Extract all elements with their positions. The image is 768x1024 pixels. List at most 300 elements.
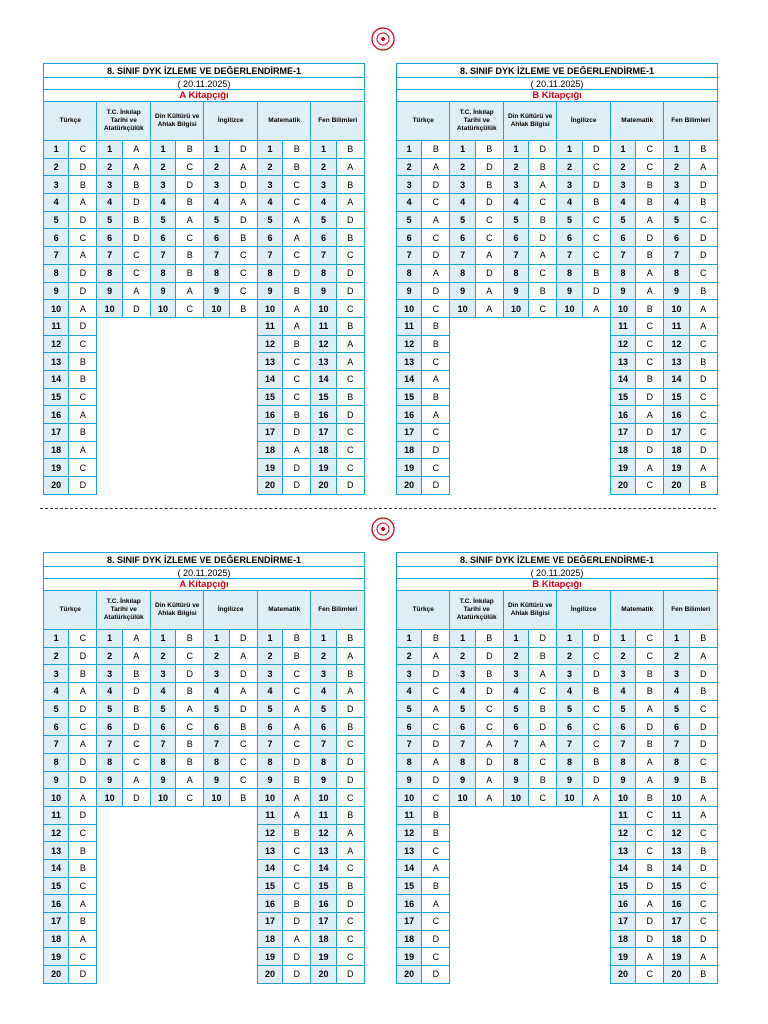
question-number: 19: [311, 948, 336, 966]
question-number: 4: [44, 194, 69, 212]
answer-cell: B: [689, 282, 717, 300]
answer-cell: A: [176, 282, 204, 300]
answer-cell: B: [69, 665, 97, 683]
question-number: 4: [204, 194, 229, 212]
answer-cell: C: [422, 459, 450, 477]
empty-cell: [150, 317, 175, 335]
subject-header: Fen Bilimleri: [664, 102, 718, 141]
question-number: 8: [204, 753, 229, 771]
subject-header: Fen Bilimleri: [311, 102, 365, 141]
question-number: 8: [257, 264, 282, 282]
answer-cell: B: [422, 824, 450, 842]
answer-cell: C: [336, 859, 364, 877]
answer-cell: B: [283, 282, 311, 300]
empty-cell: [176, 441, 204, 459]
question-number: 7: [664, 247, 689, 265]
empty-cell: [150, 930, 175, 948]
answer-cell: C: [689, 824, 717, 842]
question-number: 17: [257, 913, 282, 931]
question-number: 12: [397, 824, 422, 842]
answer-cell: D: [69, 264, 97, 282]
answer-cell: C: [689, 753, 717, 771]
answer-cell: A: [283, 806, 311, 824]
subject-header: Matematik: [257, 591, 310, 630]
answer-cell: A: [529, 247, 557, 265]
answer-cell: D: [529, 141, 557, 159]
empty-cell: [557, 406, 582, 424]
empty-cell: [97, 317, 122, 335]
empty-cell: [122, 459, 150, 477]
cut-line: [40, 508, 716, 509]
question-number: 7: [503, 736, 528, 754]
question-number: 20: [610, 966, 635, 984]
answer-cell: B: [176, 630, 204, 648]
answer-cell: C: [336, 930, 364, 948]
question-number: 2: [664, 158, 689, 176]
question-number: 4: [97, 683, 122, 701]
question-number: 7: [610, 736, 635, 754]
answer-cell: A: [689, 806, 717, 824]
question-number: 1: [204, 141, 229, 159]
empty-cell: [229, 406, 257, 424]
answer-cell: C: [689, 700, 717, 718]
empty-cell: [122, 913, 150, 931]
question-number: 7: [503, 247, 528, 265]
empty-cell: [582, 459, 610, 477]
question-number: 9: [257, 282, 282, 300]
answer-cell: C: [582, 158, 610, 176]
question-number: 3: [311, 665, 336, 683]
question-number: 17: [44, 913, 69, 931]
empty-cell: [475, 948, 503, 966]
empty-cell: [176, 842, 204, 860]
answer-cell: B: [689, 771, 717, 789]
question-number: 11: [257, 806, 282, 824]
answer-cell: C: [336, 459, 364, 477]
empty-cell: [582, 966, 610, 984]
question-number: 6: [503, 229, 528, 247]
answer-cell: B: [283, 630, 311, 648]
question-number: 17: [44, 424, 69, 442]
empty-cell: [557, 806, 582, 824]
answer-cell: B: [529, 771, 557, 789]
question-number: 12: [257, 335, 282, 353]
empty-cell: [503, 895, 528, 913]
empty-cell: [204, 859, 229, 877]
answer-cell: B: [636, 194, 664, 212]
answer-cell: C: [283, 877, 311, 895]
empty-cell: [582, 317, 610, 335]
question-number: 10: [557, 300, 582, 318]
answer-cell: C: [283, 353, 311, 371]
question-number: 13: [610, 353, 635, 371]
answer-cell: C: [122, 736, 150, 754]
empty-cell: [450, 895, 475, 913]
answer-cell: D: [336, 477, 364, 495]
answer-cell: A: [122, 630, 150, 648]
question-number: 1: [204, 630, 229, 648]
answer-cell: C: [582, 247, 610, 265]
subject-header: İngilizce: [557, 591, 610, 630]
answer-cell: C: [283, 683, 311, 701]
answer-cell: C: [336, 789, 364, 807]
answer-cell: C: [636, 353, 664, 371]
answer-key-table: [43, 63, 365, 495]
empty-cell: [122, 424, 150, 442]
empty-cell: [450, 406, 475, 424]
empty-cell: [557, 335, 582, 353]
question-number: 2: [664, 647, 689, 665]
answer-cell: B: [475, 141, 503, 159]
question-number: 10: [204, 300, 229, 318]
question-number: 18: [44, 930, 69, 948]
answer-cell: D: [689, 718, 717, 736]
question-number: 14: [610, 370, 635, 388]
answer-cell: C: [636, 317, 664, 335]
empty-cell: [204, 441, 229, 459]
question-number: 9: [397, 771, 422, 789]
answer-cell: D: [336, 753, 364, 771]
answer-cell: B: [475, 176, 503, 194]
empty-cell: [229, 424, 257, 442]
subject-header: Din Kültürü ve Ahlak Bilgisi: [150, 102, 203, 141]
empty-cell: [204, 406, 229, 424]
question-number: 1: [257, 630, 282, 648]
question-number: 15: [610, 877, 635, 895]
answer-cell: A: [689, 789, 717, 807]
answer-cell: A: [422, 264, 450, 282]
answer-cell: A: [529, 665, 557, 683]
answer-cell: D: [122, 229, 150, 247]
answer-cell: A: [422, 211, 450, 229]
answer-cell: B: [422, 630, 450, 648]
answer-cell: C: [69, 459, 97, 477]
answer-cell: B: [636, 247, 664, 265]
empty-cell: [122, 335, 150, 353]
subject-header: T.C. İnkılap Tarihi ve Atatürkçülük: [450, 591, 503, 630]
question-number: 19: [664, 459, 689, 477]
empty-cell: [475, 388, 503, 406]
question-number: 13: [610, 842, 635, 860]
empty-cell: [582, 895, 610, 913]
question-number: 8: [97, 753, 122, 771]
question-number: 9: [44, 771, 69, 789]
question-number: 2: [257, 647, 282, 665]
empty-cell: [475, 877, 503, 895]
question-number: 9: [664, 282, 689, 300]
question-number: 15: [397, 388, 422, 406]
question-number: 4: [204, 683, 229, 701]
empty-cell: [557, 441, 582, 459]
answer-cell: C: [475, 229, 503, 247]
empty-cell: [122, 895, 150, 913]
empty-cell: [229, 806, 257, 824]
empty-cell: [557, 859, 582, 877]
empty-cell: [450, 824, 475, 842]
answer-cell: C: [229, 736, 257, 754]
empty-cell: [450, 477, 475, 495]
empty-cell: [97, 459, 122, 477]
empty-cell: [97, 477, 122, 495]
empty-cell: [450, 370, 475, 388]
empty-cell: [204, 877, 229, 895]
answer-cell: B: [69, 913, 97, 931]
empty-cell: [475, 459, 503, 477]
question-number: 15: [664, 388, 689, 406]
answer-cell: D: [283, 477, 311, 495]
answer-cell: D: [422, 477, 450, 495]
ministry-logo: [370, 26, 396, 52]
answer-cell: C: [422, 229, 450, 247]
answer-cell: B: [336, 877, 364, 895]
empty-cell: [529, 966, 557, 984]
answer-cell: C: [336, 913, 364, 931]
question-number: 19: [397, 948, 422, 966]
empty-cell: [176, 824, 204, 842]
question-number: 2: [204, 647, 229, 665]
empty-cell: [229, 966, 257, 984]
answer-cell: C: [336, 370, 364, 388]
answer-cell: C: [422, 948, 450, 966]
empty-cell: [150, 895, 175, 913]
answer-cell: C: [636, 842, 664, 860]
answer-cell: A: [636, 948, 664, 966]
answer-cell: A: [529, 176, 557, 194]
question-number: 15: [257, 388, 282, 406]
empty-cell: [97, 370, 122, 388]
question-number: 3: [610, 176, 635, 194]
empty-cell: [150, 459, 175, 477]
empty-cell: [529, 353, 557, 371]
question-number: 2: [311, 647, 336, 665]
answer-cell: B: [336, 176, 364, 194]
empty-cell: [529, 913, 557, 931]
answer-cell: B: [422, 877, 450, 895]
question-number: 15: [397, 877, 422, 895]
question-number: 6: [610, 718, 635, 736]
question-number: 15: [311, 388, 336, 406]
answer-cell: C: [636, 806, 664, 824]
empty-cell: [204, 948, 229, 966]
question-number: 2: [44, 647, 69, 665]
empty-cell: [582, 948, 610, 966]
empty-cell: [150, 806, 175, 824]
empty-cell: [450, 424, 475, 442]
question-number: 2: [311, 158, 336, 176]
subject-header: Türkçe: [44, 591, 97, 630]
answer-cell: B: [529, 158, 557, 176]
subject-header: Matematik: [610, 591, 663, 630]
answer-cell: D: [283, 753, 311, 771]
answer-cell: D: [69, 211, 97, 229]
answer-cell: A: [475, 300, 503, 318]
question-number: 5: [610, 700, 635, 718]
question-number: 9: [204, 282, 229, 300]
empty-cell: [503, 948, 528, 966]
answer-cell: D: [689, 736, 717, 754]
question-number: 7: [311, 247, 336, 265]
answer-cell: A: [475, 282, 503, 300]
answer-cell: A: [636, 406, 664, 424]
answer-cell: C: [529, 789, 557, 807]
answer-cell: D: [582, 282, 610, 300]
question-number: 8: [44, 264, 69, 282]
answer-cell: C: [422, 718, 450, 736]
question-number: 8: [557, 753, 582, 771]
question-number: 2: [397, 158, 422, 176]
question-number: 1: [257, 141, 282, 159]
question-number: 14: [44, 370, 69, 388]
answer-cell: C: [69, 877, 97, 895]
empty-cell: [529, 335, 557, 353]
question-number: 9: [664, 771, 689, 789]
question-number: 3: [150, 176, 175, 194]
question-number: 6: [397, 229, 422, 247]
empty-cell: [582, 877, 610, 895]
empty-cell: [475, 806, 503, 824]
empty-cell: [529, 370, 557, 388]
question-number: 2: [450, 647, 475, 665]
question-number: 7: [557, 247, 582, 265]
question-number: 8: [664, 753, 689, 771]
answer-cell: C: [582, 736, 610, 754]
answer-cell: D: [69, 282, 97, 300]
empty-cell: [450, 966, 475, 984]
answer-cell: C: [283, 370, 311, 388]
answer-cell: A: [475, 789, 503, 807]
question-number: 2: [503, 158, 528, 176]
question-number: 14: [397, 370, 422, 388]
empty-cell: [475, 824, 503, 842]
answer-cell: A: [229, 194, 257, 212]
answer-cell: A: [336, 824, 364, 842]
question-number: 6: [44, 718, 69, 736]
answer-cell: D: [422, 930, 450, 948]
answer-cell: A: [336, 335, 364, 353]
empty-cell: [557, 459, 582, 477]
question-number: 5: [204, 700, 229, 718]
question-number: 18: [610, 441, 635, 459]
answer-cell: D: [689, 859, 717, 877]
answer-cell: A: [422, 859, 450, 877]
subject-header: Fen Bilimleri: [311, 591, 365, 630]
empty-cell: [97, 913, 122, 931]
answer-cell: B: [636, 683, 664, 701]
empty-cell: [150, 948, 175, 966]
question-number: 5: [664, 700, 689, 718]
answer-cell: D: [69, 477, 97, 495]
answer-cell: D: [336, 895, 364, 913]
empty-cell: [450, 877, 475, 895]
question-number: 4: [450, 683, 475, 701]
answer-cell: A: [636, 211, 664, 229]
empty-cell: [450, 948, 475, 966]
question-number: 3: [450, 176, 475, 194]
answer-cell: D: [336, 771, 364, 789]
question-number: 3: [610, 665, 635, 683]
subject-header: Din Kültürü ve Ahlak Bilgisi: [503, 591, 556, 630]
answer-cell: D: [529, 718, 557, 736]
question-number: 16: [257, 406, 282, 424]
question-number: 7: [610, 247, 635, 265]
question-number: 9: [97, 771, 122, 789]
answer-cell: D: [122, 194, 150, 212]
answer-cell: C: [69, 388, 97, 406]
question-number: 5: [44, 211, 69, 229]
answer-cell: A: [176, 700, 204, 718]
question-number: 4: [97, 194, 122, 212]
question-number: 1: [97, 630, 122, 648]
question-number: 5: [97, 700, 122, 718]
answer-cell: B: [283, 824, 311, 842]
answer-cell: B: [636, 859, 664, 877]
empty-cell: [475, 859, 503, 877]
answer-cell: C: [336, 441, 364, 459]
answer-cell: B: [529, 282, 557, 300]
empty-cell: [229, 895, 257, 913]
question-number: 1: [503, 630, 528, 648]
answer-cell: C: [69, 335, 97, 353]
question-number: 5: [150, 211, 175, 229]
question-number: 3: [97, 176, 122, 194]
answer-cell: A: [122, 282, 150, 300]
empty-cell: [582, 859, 610, 877]
answer-cell: B: [69, 353, 97, 371]
empty-cell: [529, 895, 557, 913]
answer-cell: C: [689, 913, 717, 931]
answer-cell: D: [69, 771, 97, 789]
empty-cell: [503, 806, 528, 824]
answer-cell: C: [689, 211, 717, 229]
question-number: 14: [664, 859, 689, 877]
empty-cell: [475, 317, 503, 335]
question-number: 10: [311, 789, 336, 807]
answer-cell: A: [475, 736, 503, 754]
subject-header: Din Kültürü ve Ahlak Bilgisi: [150, 591, 203, 630]
answer-cell: D: [122, 789, 150, 807]
answer-cell: A: [283, 930, 311, 948]
question-number: 7: [450, 247, 475, 265]
answer-cell: D: [69, 966, 97, 984]
empty-cell: [204, 388, 229, 406]
answer-cell: C: [422, 789, 450, 807]
answer-cell: D: [636, 441, 664, 459]
question-number: 9: [557, 282, 582, 300]
question-number: 19: [257, 948, 282, 966]
question-number: 16: [610, 895, 635, 913]
question-number: 8: [610, 264, 635, 282]
answer-cell: C: [475, 211, 503, 229]
answer-cell: B: [636, 370, 664, 388]
answer-cell: C: [336, 736, 364, 754]
question-number: 17: [311, 913, 336, 931]
question-number: 3: [557, 665, 582, 683]
answer-cell: A: [69, 683, 97, 701]
answer-cell: D: [422, 282, 450, 300]
empty-cell: [557, 824, 582, 842]
answer-cell: C: [582, 229, 610, 247]
empty-cell: [150, 388, 175, 406]
empty-cell: [557, 842, 582, 860]
question-number: 6: [44, 229, 69, 247]
answer-cell: C: [636, 966, 664, 984]
empty-cell: [475, 370, 503, 388]
question-number: 15: [311, 877, 336, 895]
empty-cell: [150, 424, 175, 442]
question-number: 8: [557, 264, 582, 282]
empty-cell: [150, 913, 175, 931]
answer-cell: A: [336, 842, 364, 860]
